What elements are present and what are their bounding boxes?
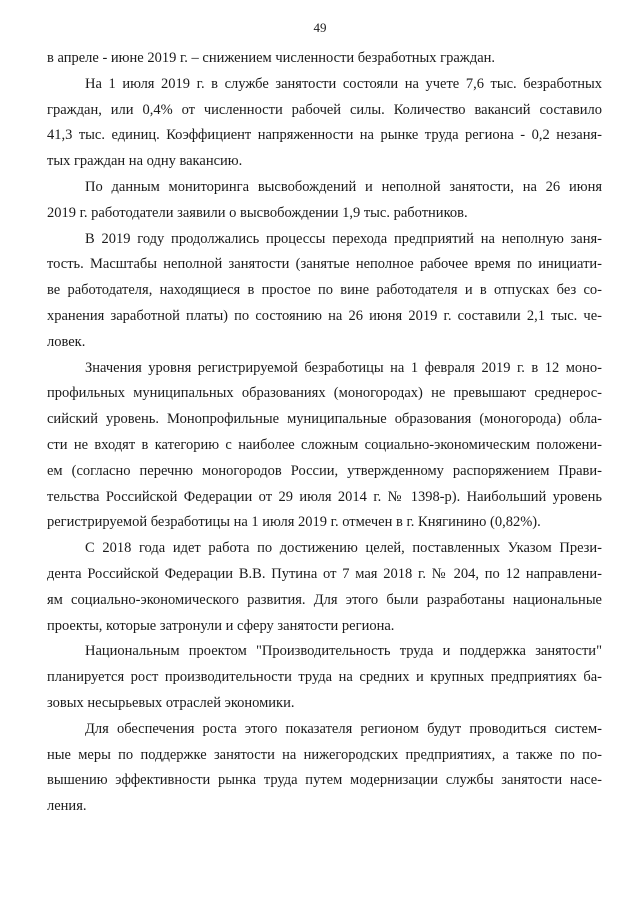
paragraph: [47, 356, 602, 537]
paragraph-line: планируется рост производительности труда на средних и крупных предприятиях ба-: [47, 669, 602, 686]
paragraph-line: ям социально-экономического развития. Для этого были разработаны национальные: [47, 591, 602, 608]
paragraph-line: граждан, или 0,4% от численности рабочей силы. Количество вакансий составило: [47, 101, 602, 118]
paragraph: [47, 46, 602, 72]
paragraph-line: Национальным проектом "Производительность труда и поддержка занятости": [85, 643, 602, 660]
paragraph-line: зовых несырьевых отраслей экономики.: [47, 694, 295, 711]
paragraph-line: Для обеспечения роста этого показателя регионом будут проводиться систем-: [85, 720, 602, 737]
paragraph-line: тых граждан на одну вакансию.: [47, 153, 243, 170]
paragraph-line: С 2018 года идет работа по достижению целей, поставленных Указом Прези-: [85, 540, 602, 557]
paragraph-line: сти не входят в категорию с наиболее сложным социально-экономическим положени-: [47, 436, 602, 453]
paragraph: [47, 72, 602, 175]
paragraph-line: ловек.: [47, 333, 86, 350]
paragraph-line: хранения заработной платы) по состоянию на 26 июня 2019 г. составили 2,1 тыс. че-: [47, 307, 602, 324]
paragraph-line: профильных муниципальных образованиях (моногородах) не превышают среднерос-: [47, 385, 602, 402]
paragraph-line: На 1 июля 2019 г. в службе занятости состояли на учете 7,6 тыс. безработных: [85, 75, 602, 92]
paragraph-line: По данным мониторинга высвобождений и неполной занятости, на 26 июня: [85, 178, 602, 195]
paragraph-line: дента Российской Федерации В.В. Путина от 7 мая 2018 г. № 204, по 12 направлени-: [47, 565, 602, 582]
paragraph-line: ные меры по поддержке занятости на нижегородских предприятиях, а также по по-: [47, 746, 602, 763]
paragraph: [47, 227, 602, 356]
paragraph-line: ве работодателя, находящиеся в простое по вине работодателя и в отпусках без со-: [47, 282, 602, 299]
paragraph-line: Значения уровня регистрируемой безработицы на 1 февраля 2019 г. в 12 моно-: [85, 359, 602, 376]
paragraph: [47, 717, 602, 820]
paragraph: [47, 536, 602, 639]
paragraph-line: ления.: [47, 798, 87, 815]
paragraph: [47, 175, 602, 227]
page-number: 49: [313, 20, 327, 35]
paragraph: [47, 639, 602, 716]
body-text: [47, 46, 602, 820]
paragraph-line: В 2019 году продолжались процессы перехода предприятий на неполную заня-: [85, 230, 602, 247]
paragraph-line: 2019 г. работодатели заявили о высвобождении 1,9 тыс. работников.: [47, 204, 468, 221]
paragraph-line: регистрируемой безработицы на 1 июля 2019 г. отмечен в г. Княгинино (0,82%).: [47, 514, 541, 531]
paragraph-line: вышению эффективности рынка труда путем модернизации службы занятости насе-: [47, 772, 602, 789]
paragraph-line: в апреле - июне 2019 г. – снижением численности безработных граждан.: [47, 50, 496, 66]
paragraph-line: тельства Российской Федерации от 29 июля 2014 г. № 1398-р). Наибольший уровень: [47, 488, 602, 505]
paragraph-line: сийский уровень. Монопрофильные муниципальные образования (моногорода) обла-: [47, 411, 602, 428]
paragraph-line: ем (согласно перечню моногородов России, утвержденному распоряжением Прави-: [47, 462, 602, 479]
paragraph-line: 41,3 тыс. единиц. Коэффициент напряженности на рынке труда региона - 0,2 незаня-: [47, 127, 602, 144]
paragraph-line: проекты, которые затронули и сферу занятости региона.: [47, 617, 395, 634]
paragraph-line: тость. Масштабы неполной занятости (занятые неполное рабочее время по инициати-: [47, 256, 602, 273]
